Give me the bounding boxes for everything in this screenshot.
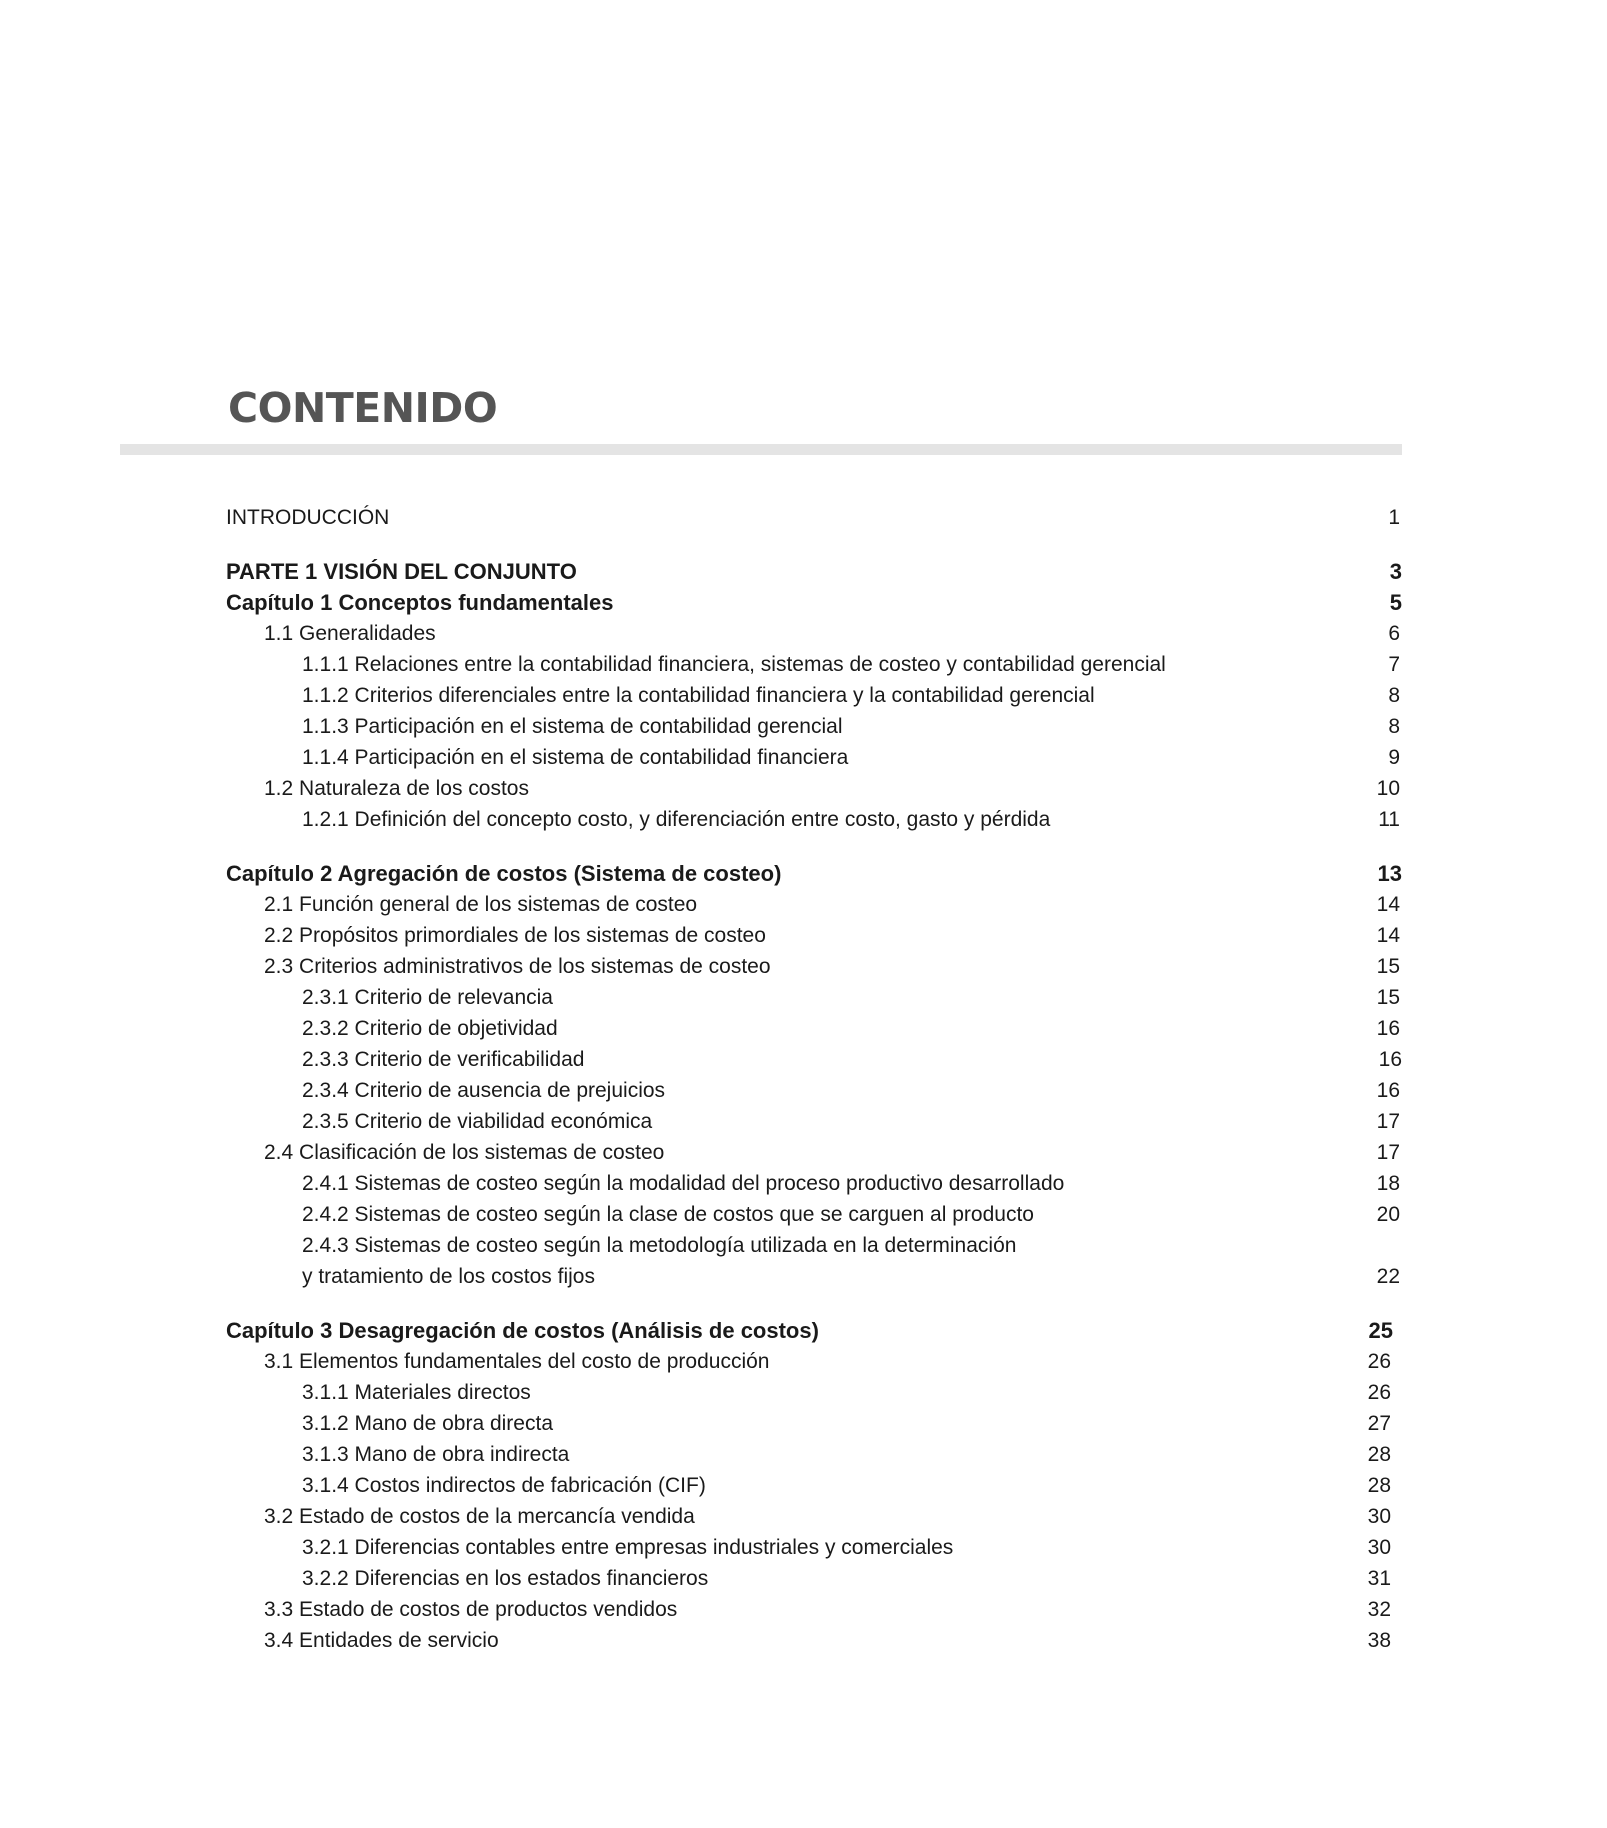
toc-entry-capitulo-3[interactable] [0,1315,1607,1346]
toc-page-number: 16 [1378,1048,1402,1071]
toc-entry-3-1-4[interactable] [0,1470,1607,1501]
toc-entry-1-1-1[interactable] [0,649,1607,680]
toc-entry-label: 2.3 Criterios administrativos de los sistemas de costeo [264,955,771,978]
toc-page-number: 1 [1388,506,1400,529]
toc-entry-label: 2.1 Función general de los sistemas de costeo [264,893,698,916]
toc-entry-capitulo-1[interactable] [0,587,1607,618]
toc-entry-label: INTRODUCCIÓN [226,506,390,529]
toc-entry-1-1-3[interactable] [0,711,1607,742]
toc-entry-2-4[interactable] [0,1137,1607,1168]
toc-page-number: 14 [1376,893,1400,916]
toc-page-number: 27 [1367,1412,1391,1435]
toc-entry-3-1-2[interactable] [0,1408,1607,1439]
toc-page-number: 28 [1367,1443,1391,1466]
toc-entry-label: 2.3.1 Criterio de relevancia [302,986,553,1009]
toc-page-number: 17 [1376,1141,1400,1164]
toc-entry-2-3-3[interactable] [0,1044,1607,1075]
toc-entry-label: 1.1 Generalidades [264,622,436,645]
toc-entry-parte-1[interactable] [0,556,1607,587]
toc-entry-label: 2.3.3 Criterio de verificabilidad [302,1048,585,1071]
toc-entry-3-2-1[interactable] [0,1532,1607,1563]
toc-page-number: 3 [1389,559,1402,584]
toc-page-number: 28 [1367,1474,1391,1497]
toc-page-number: 26 [1367,1381,1391,1404]
toc-entry-label: 2.4.2 Sistemas de costeo según la clase de costos que se carguen al producto [302,1203,1034,1226]
toc-entry-3-2[interactable] [0,1501,1607,1532]
toc-page-number: 17 [1376,1110,1400,1133]
toc-entry-label: 3.3 Estado de costos de productos vendidos [264,1598,678,1621]
toc-entry-2-3-1[interactable] [0,982,1607,1013]
page-title: CONTENIDO [228,384,498,432]
toc-entry-2-2[interactable] [0,920,1607,951]
toc-entry-label: 3.2 Estado de costos de la mercancía vendida [264,1505,695,1528]
toc-entry-label: Capítulo 1 Conceptos fundamentales [226,590,614,615]
toc-entry-label: PARTE 1 VISIÓN DEL CONJUNTO [226,559,577,584]
toc-entry-label: 1.2.1 Definición del concepto costo, y diferenciación entre costo, gasto y pérdida [302,808,1051,831]
toc-entry-label: 2.4 Clasificación de los sistemas de costeo [264,1141,665,1164]
toc-page-number: 11 [1378,808,1400,831]
toc-page-number: 9 [1388,746,1400,769]
toc-page-number: 15 [1376,986,1400,1009]
toc-entry-label: 3.1.3 Mano de obra indirecta [302,1443,570,1466]
toc-entry-introduccion[interactable] [0,502,1607,533]
toc-entry-label: 2.2 Propósitos primordiales de los sistemas de costeo [264,924,766,947]
toc-entry-3-1-3[interactable] [0,1439,1607,1470]
toc-entry-label: 3.1 Elementos fundamentales del costo de producción [264,1350,770,1373]
toc-entry-label: 1.2 Naturaleza de los costos [264,777,529,800]
toc-page-number: 20 [1376,1203,1400,1226]
toc-entry-label: Capítulo 2 Agregación de costos (Sistema de costeo) [226,861,782,886]
toc-page-number: 30 [1367,1505,1391,1528]
toc-page-number: 7 [1388,653,1400,676]
toc-entry-3-4[interactable] [0,1625,1607,1656]
toc-entry-label: 2.3.2 Criterio de objetividad [302,1017,558,1040]
toc-entry-label: 3.1.4 Costos indirectos de fabricación (CIF) [302,1474,706,1497]
toc-entry-label-continued: y tratamiento de los costos fijos [302,1265,595,1288]
toc-entry-1-1-2[interactable] [0,680,1607,711]
toc-page-number: 6 [1388,622,1400,645]
toc-entry-3-1-1[interactable] [0,1377,1607,1408]
toc-page-number: 5 [1389,590,1402,615]
toc-page-number: 30 [1367,1536,1391,1559]
toc-entry-3-2-2[interactable] [0,1563,1607,1594]
toc-page-number: 31 [1367,1567,1391,1590]
toc-page-number: 13 [1377,861,1402,886]
toc-entry-label: 3.4 Entidades de servicio [264,1629,499,1652]
toc-entry-1-2[interactable] [0,773,1607,804]
toc-page-number: 25 [1368,1318,1393,1343]
toc-entry-1-1[interactable] [0,618,1607,649]
toc-page-number: 14 [1376,924,1400,947]
toc-page-number: 15 [1376,955,1400,978]
toc-page-number: 10 [1376,777,1400,800]
toc-page-number: 32 [1367,1598,1391,1621]
toc-entry-2-4-3[interactable] [0,1230,1607,1292]
toc-page-number: 38 [1367,1629,1391,1652]
toc-entry-label: 2.3.5 Criterio de viabilidad económica [302,1110,653,1133]
toc-entry-label: 3.2.2 Diferencias en los estados financieros [302,1567,709,1590]
toc-entry-2-4-2[interactable] [0,1199,1607,1230]
toc-page-number: 22 [1376,1265,1400,1288]
toc-entry-label: 1.1.1 Relaciones entre la contabilidad financiera, sistemas de costeo y contabilidad gerencial [302,653,1166,676]
toc-entry-label: Capítulo 3 Desagregación de costos (Análisis de costos) [226,1318,819,1343]
toc-entry-3-3[interactable] [0,1594,1607,1625]
toc-entry-2-3-2[interactable] [0,1013,1607,1044]
toc-entry-label: 2.4.1 Sistemas de costeo según la modalidad del proceso productivo desarrollado [302,1172,1065,1195]
toc-entry-2-3[interactable] [0,951,1607,982]
toc-entry-2-3-4[interactable] [0,1075,1607,1106]
toc-page-number: 18 [1376,1172,1400,1195]
toc-entry-label: 1.1.3 Participación en el sistema de contabilidad gerencial [302,715,843,738]
toc-page-number: 26 [1367,1350,1391,1373]
toc-entry-3-1[interactable] [0,1346,1607,1377]
toc-entry-1-1-4[interactable] [0,742,1607,773]
toc-entry-label: 2.4.3 Sistemas de costeo según la metodología utilizada en la determinación [302,1234,1017,1257]
toc-entry-1-2-1[interactable] [0,804,1607,835]
toc-page-number: 8 [1388,715,1400,738]
toc-page-number: 16 [1376,1017,1400,1040]
toc-page-number: 8 [1388,684,1400,707]
toc-entry-2-1[interactable] [0,889,1607,920]
toc-entry-2-4-1[interactable] [0,1168,1607,1199]
toc-entry-2-3-5[interactable] [0,1106,1607,1137]
toc-entry-label: 3.2.1 Diferencias contables entre empresas industriales y comerciales [302,1536,954,1559]
toc-entry-capitulo-2[interactable] [0,858,1607,889]
toc-entry-label: 1.1.4 Participación en el sistema de contabilidad financiera [302,746,849,769]
toc-entry-label: 3.1.1 Materiales directos [302,1381,531,1404]
toc-page-number: 16 [1376,1079,1400,1102]
toc-entry-label: 2.3.4 Criterio de ausencia de prejuicios [302,1079,666,1102]
toc-entry-label: 1.1.2 Criterios diferenciales entre la contabilidad financiera y la contabilidad gerencial [302,684,1095,707]
toc-entry-label: 3.1.2 Mano de obra directa [302,1412,553,1435]
